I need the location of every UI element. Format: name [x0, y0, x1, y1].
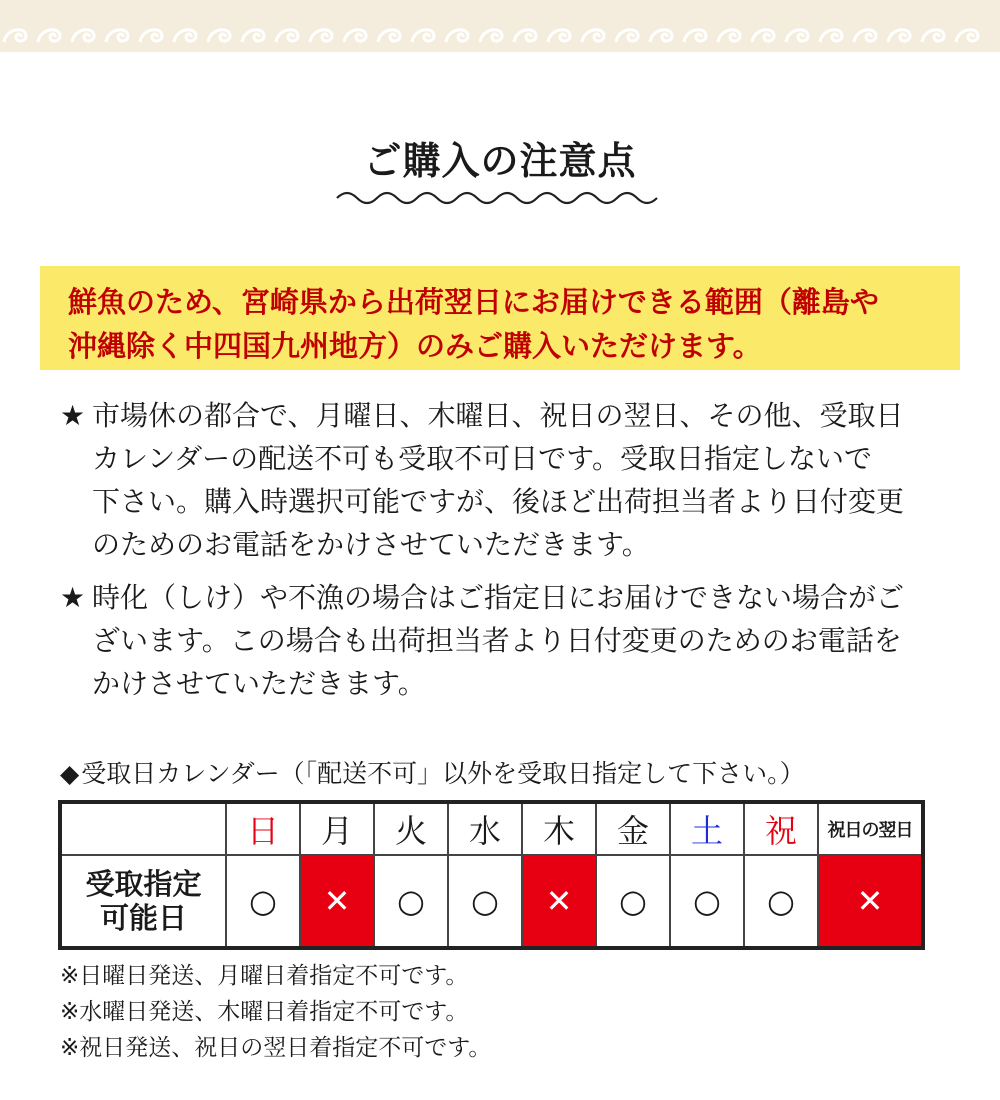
available-mark: ○ [471, 882, 499, 920]
bullet-line: 時化（しけ）や不漁の場合はご指定日にお届けできない場合がご [92, 581, 905, 614]
note-line: ※祝日発送、祝日の翌日着指定不可です。 [60, 1035, 492, 1061]
bullet-item [60, 394, 960, 566]
day-header-thursday: 木 [522, 802, 596, 855]
section-title [0, 130, 1000, 185]
unavailable-mark: ✕ [856, 882, 884, 920]
availability-cell-monday [300, 855, 374, 948]
wave-pattern-icon [0, 0, 1000, 52]
title-wave-underline-icon [335, 186, 665, 210]
bullet-line: カレンダーの配送不可も受取不可日です。受取日指定しないで [92, 442, 872, 475]
star-icon: ★ [60, 399, 86, 432]
note-line: ※水曜日発送、木曜日着指定不可です。 [60, 999, 469, 1025]
calendar-heading-text: 受取日カレンダー（「配送不可」以外を受取日指定して下さい。） [81, 759, 805, 788]
day-header-saturday: 土 [670, 802, 744, 855]
bullet-item [60, 576, 960, 705]
availability-cell-thursday [522, 855, 596, 948]
row-label-line: 受取指定 [85, 867, 202, 901]
availability-cell-day-after-holiday [818, 855, 923, 948]
day-header-holiday: 祝 [744, 802, 818, 855]
day-header-friday: 金 [596, 802, 670, 855]
day-header-sunday: 日 [226, 802, 300, 855]
availability-cell-wednesday [448, 855, 522, 948]
row-label [60, 855, 226, 948]
star-icon: ★ [60, 581, 86, 614]
available-mark: ○ [249, 882, 277, 920]
notice-line: 沖縄除く中四国九州地方）のみご購入いただけます。 [68, 329, 762, 363]
calendar-header-row [60, 802, 923, 855]
decorative-wave-band [0, 0, 1000, 52]
calendar-notes [60, 958, 491, 1066]
day-header-monday: 月 [300, 802, 374, 855]
bullet-list [60, 394, 960, 715]
delivery-calendar-table [58, 800, 925, 950]
calendar-corner-cell [60, 802, 226, 855]
day-header-day-after-holiday: 祝日の翌日 [818, 802, 923, 855]
available-mark: ○ [767, 882, 795, 920]
availability-cell-holiday [744, 855, 818, 948]
bullet-line: 下さい。購入時選択可能ですが、後ほど出荷担当者より日付変更 [92, 485, 905, 518]
row-label-line: 可能日 [99, 901, 187, 935]
availability-cell-saturday [670, 855, 744, 948]
notice-line: 鮮魚のため、宮崎県から出荷翌日にお届けできる範囲（離島や [68, 285, 879, 319]
available-mark: ○ [693, 882, 721, 920]
day-header-wednesday: 水 [448, 802, 522, 855]
calendar-heading [60, 754, 805, 790]
bullet-line: かけさせていただきます。 [92, 667, 426, 700]
availability-cell-sunday [226, 855, 300, 948]
availability-cell-friday [596, 855, 670, 948]
availability-cell-tuesday [374, 855, 448, 948]
bullet-line: 市場休の都合で、月曜日、木曜日、祝日の翌日、その他、受取日 [92, 399, 904, 432]
calendar-availability-row [60, 855, 923, 948]
day-header-tuesday: 火 [374, 802, 448, 855]
unavailable-mark: ✕ [545, 882, 573, 920]
unavailable-mark: ✕ [323, 882, 351, 920]
bullet-line: のためのお電話をかけさせていただきます。 [92, 528, 650, 561]
notice-box [40, 266, 960, 370]
page-title: ご購入の注意点 [363, 138, 637, 183]
available-mark: ○ [619, 882, 647, 920]
available-mark: ○ [397, 882, 425, 920]
bullet-line: ざいます。この場合も出荷担当者より日付変更のためのお電話を [92, 624, 902, 657]
note-line: ※日曜日発送、月曜日着指定不可です。 [60, 963, 469, 989]
diamond-icon: ◆ [60, 759, 80, 788]
